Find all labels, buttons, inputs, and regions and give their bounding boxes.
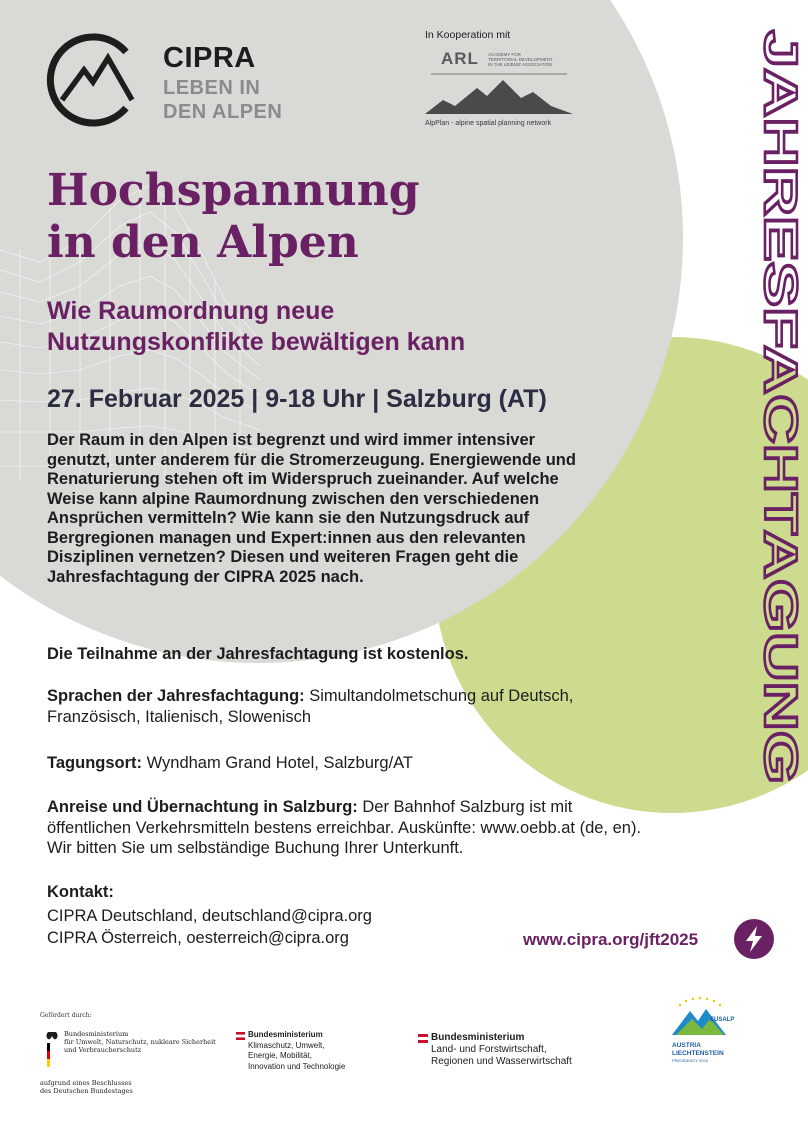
bml-line-1: Bundesministerium xyxy=(431,1032,525,1043)
arl-sub-3: IN THE LEIBNIZ ASSOCIATION xyxy=(488,62,553,67)
intro-line: Der Raum in den Alpen ist begrenzt und wird immer intensiver xyxy=(47,431,536,449)
intro-line: Jahresfachtagung der CIPRA 2025 nach. xyxy=(47,567,364,586)
intro-line: Disziplinen vernetzen? Diesen und weiteren Fragen geht die xyxy=(47,548,519,566)
title-line-1: Hochspannung xyxy=(47,165,420,216)
eu-stars-icon xyxy=(679,997,721,1006)
cooperation-label: In Kooperation mit xyxy=(425,29,511,41)
arl-subtitle xyxy=(488,52,568,67)
funded-by-label: Gefördert durch: xyxy=(40,1012,92,1019)
intro-line: Renaturierung stehen oft im Widerspruch zueinander. Auf welche xyxy=(47,470,559,488)
tagline-line-1: LEBEN IN xyxy=(163,77,261,99)
subtitle-line-1: Wie Raumordnung neue xyxy=(47,297,335,325)
languages-text: Simultandolmetschung auf Deutsch, xyxy=(304,687,574,705)
languages-text-2: Französisch, Italienisch, Slowenisch xyxy=(47,707,312,726)
bmk-line-3: Energie, Mobilität, xyxy=(248,1051,313,1060)
intro-line: Bergregionen managen und Expert:innen aus den relevanten xyxy=(47,528,526,547)
beschluss-line-2: des Deutschen Bundestages xyxy=(40,1087,133,1095)
title-line-2: in den Alpen xyxy=(47,217,359,268)
event-url-link[interactable]: www.cipra.org/jft2025 xyxy=(523,930,699,949)
eusalp-logo xyxy=(670,995,735,1075)
cipra-logo-icon xyxy=(46,30,146,130)
venue-text: Wyndham Grand Hotel, Salzburg/AT xyxy=(142,754,414,772)
eusalp-country-1: AUSTRIA xyxy=(672,1042,701,1049)
travel-text-1: Der Bahnhof Salzburg ist mit xyxy=(357,798,573,816)
german-eagle-flag-icon xyxy=(45,1030,59,1068)
bmuv-line-1: Bundesministerium xyxy=(64,1030,129,1038)
bmk-line-4: Innovation und Technologie xyxy=(248,1061,346,1071)
travel-info xyxy=(47,797,747,859)
alpplan-label: AlpPlan - alpine spatial planning network xyxy=(425,120,552,127)
intro-text xyxy=(47,431,687,587)
languages-info xyxy=(47,686,747,727)
alpplan-mountain-icon xyxy=(425,70,573,118)
bmk-line-1: Bundesministerium xyxy=(248,1030,323,1039)
bmk-line-2: Klimaschutz, Umwelt, xyxy=(248,1040,325,1050)
travel-text-2: öffentlichen Verkehrsmitteln bestens erreichbar. Auskünfte: www.oebb.at (de, en). xyxy=(47,818,642,837)
free-admission-note: Die Teilnahme an der Jahresfachtagung ist kostenlos. xyxy=(47,645,469,663)
eusalp-year: PRESIDENCY 2025 xyxy=(672,1058,708,1063)
venue-info xyxy=(47,753,747,774)
bundestag-note xyxy=(40,1079,133,1095)
intro-line: genutzt, unter anderem für die Stromerzeugung. Energiewende und xyxy=(47,450,576,469)
org-tagline xyxy=(163,76,282,124)
beschluss-line-1: aufgrund eines Beschlusses xyxy=(40,1079,132,1087)
austria-flag-icon-2 xyxy=(418,1034,428,1043)
intro-line: Weise kann alpine Raumordnung zwischen den verschiedenen xyxy=(47,489,540,508)
arl-sub-2: TERRITORIAL DEVELOPMENT xyxy=(488,57,553,62)
bml-line-3: Regionen und Wasserwirtschaft xyxy=(431,1056,572,1067)
lightning-icon xyxy=(734,919,774,959)
bml-line-2: Land- und Forstwirtschaft, xyxy=(431,1044,547,1055)
travel-text-3: Wir bitten Sie um selbständige Buchung Ihrer Unterkunft. xyxy=(47,839,464,857)
bml-logo-text xyxy=(431,1032,572,1068)
contact-germany[interactable]: CIPRA Deutschland, deutschland@cipra.org xyxy=(47,907,372,925)
arl-logo-text: ARL xyxy=(441,49,479,68)
vertical-title-text: JAHRESFACHTAGUNG xyxy=(755,30,807,538)
org-name: CIPRA xyxy=(163,42,256,74)
intro-line: Ansprüchen vermitteln? Wie kann sie den Nutzungsdruck auf xyxy=(47,509,530,527)
vertical-title xyxy=(755,28,808,788)
contact-heading: Kontakt: xyxy=(47,883,114,901)
bmuv-line-2: für Umwelt, Naturschutz, nukleare Sicherheit xyxy=(64,1038,216,1046)
venue-label: Tagungsort: xyxy=(47,754,143,772)
arl-sub-1: ACADEMY FOR xyxy=(488,52,521,57)
tagline-line-2: DEN ALPEN xyxy=(163,101,283,123)
eusalp-text: EUSALP xyxy=(710,1017,735,1023)
page-title xyxy=(47,165,419,269)
contact-austria[interactable]: CIPRA Österreich, oesterreich@cipra.org xyxy=(47,929,349,947)
subtitle-line-2: Nutzungskonflikte bewältigen kann xyxy=(47,328,466,356)
bmk-logo-text xyxy=(248,1030,345,1072)
languages-label: Sprachen der Jahresfachtagung: xyxy=(47,687,305,705)
travel-label: Anreise und Übernachtung in Salzburg: xyxy=(47,798,358,816)
bmuv-line-3: und Verbraucherschutz xyxy=(64,1046,142,1054)
austria-flag-icon xyxy=(236,1032,245,1040)
event-date: 27. Februar 2025 | 9-18 Uhr | Salzburg (AT) xyxy=(47,385,547,413)
eusalp-country-2: LIECHTENSTEIN xyxy=(672,1050,724,1057)
page-subtitle xyxy=(47,296,465,358)
bmuv-logo-text xyxy=(64,1030,216,1054)
